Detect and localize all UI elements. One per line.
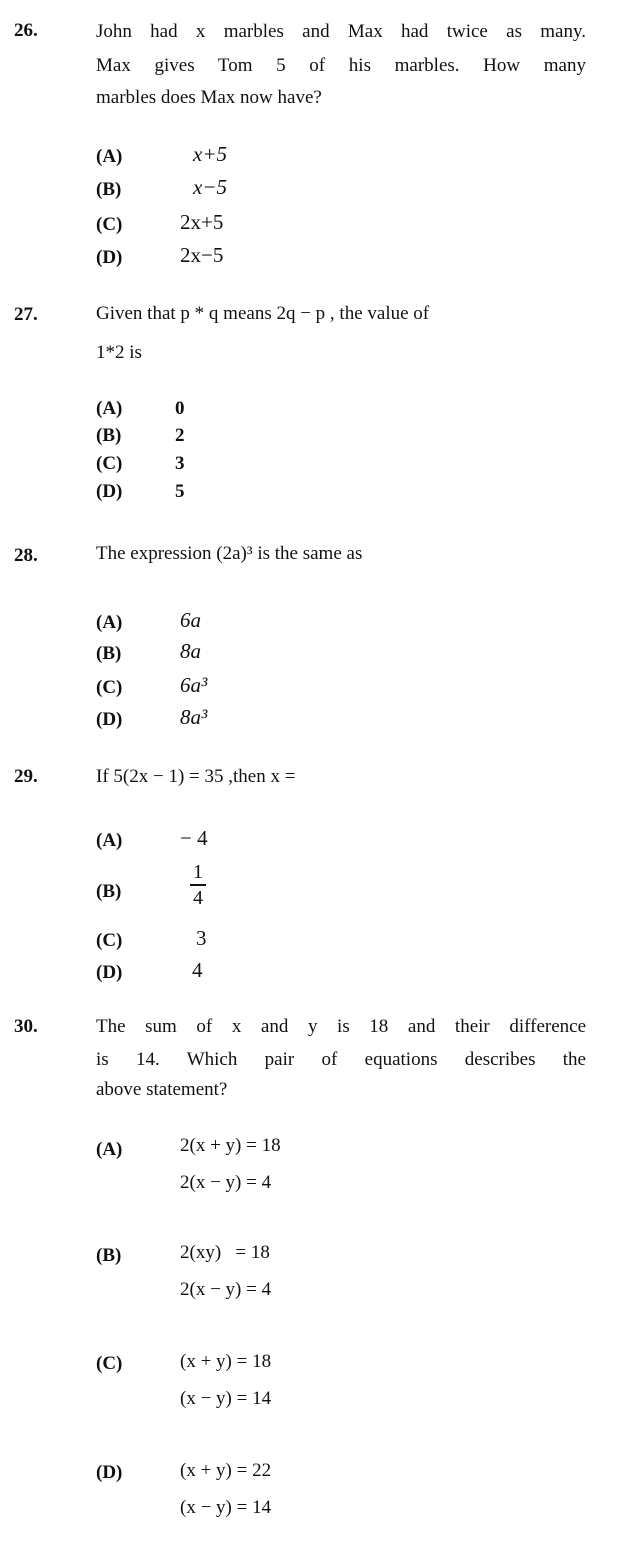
option-value: 0 [175,398,185,419]
option-value: 6a [180,608,201,632]
option-label: (D) [96,247,123,268]
option-label: (B) [96,1245,122,1266]
option-value: x+5 [193,142,227,166]
option-label: (B) [96,643,122,664]
option-label: (A) [96,1139,123,1160]
option-value: 8a³ [180,705,208,729]
equation-line: 2(x − y) = 4 [180,1279,272,1300]
option-label: (A) [96,146,123,167]
option-label: (B) [96,179,122,200]
question-27-stem-line-1: Given that p * q means 2q − p , the value of [96,303,430,324]
option-label: (A) [96,398,123,419]
option-label: (B) [96,881,122,902]
question-26-stem-line-2: Max gives Tom 5 of his marbles. How many [96,55,586,76]
question-29-stem-line-1: If 5(2x − 1) = 35 ,then x = [96,766,296,787]
option-value: 2x+5 [180,210,224,234]
question-30-stem-line-3: above statement? [96,1079,228,1100]
option-value: 6a³ [180,673,208,697]
equation-line: (x + y) = 22 [180,1460,272,1481]
option-value: − 4 [180,826,208,850]
fraction-numerator: 1 [193,861,203,883]
option-value: x−5 [193,175,227,199]
equation-line: 2(xy) = 18 [180,1242,270,1263]
option-label: (C) [96,930,123,951]
option-value: 5 [175,481,185,502]
question-29-number: 29. [14,766,38,787]
fraction-bar [190,884,206,886]
option-value: 4 [192,958,203,982]
question-26-number: 26. [14,20,38,41]
option-label: (D) [96,1462,123,1483]
question-30-number: 30. [14,1016,38,1037]
option-label: (C) [96,214,123,235]
question-28-stem-line-1: The expression (2a)³ is the same as [96,543,363,564]
question-30-stem-line-2: is 14. Which pair of equations describes the [96,1049,586,1070]
question-28-number: 28. [14,545,38,566]
option-label: (D) [96,481,123,502]
option-label: (C) [96,677,123,698]
question-26-stem-line-3: marbles does Max now have? [96,87,322,108]
equation-line: (x + y) = 18 [180,1351,272,1372]
equation-line: 2(x − y) = 4 [180,1172,272,1193]
equation-line: (x − y) = 14 [180,1497,272,1518]
option-label: (C) [96,453,123,474]
option-value: 2 [175,425,185,446]
option-value-fraction [190,861,206,909]
option-value: 3 [196,926,207,950]
option-label: (A) [96,612,123,633]
equation-line: (x − y) = 14 [180,1388,272,1409]
option-label: (D) [96,962,123,983]
equation-line: 2(x + y) = 18 [180,1135,281,1156]
option-value: 8a [180,639,201,663]
question-27-stem-line-2: 1*2 is [96,342,142,363]
option-label: (B) [96,425,122,446]
option-label: (A) [96,830,123,851]
option-label: (D) [96,709,123,730]
option-value: 3 [175,453,185,474]
fraction-denominator: 4 [193,886,203,909]
option-label: (C) [96,1353,123,1374]
question-27-number: 27. [14,304,38,325]
option-value: 2x−5 [180,243,224,267]
question-30-stem-line-1: The sum of x and y is 18 and their difference [96,1016,586,1037]
question-26-stem-line-1: John had x marbles and Max had twice as many. [96,21,586,42]
